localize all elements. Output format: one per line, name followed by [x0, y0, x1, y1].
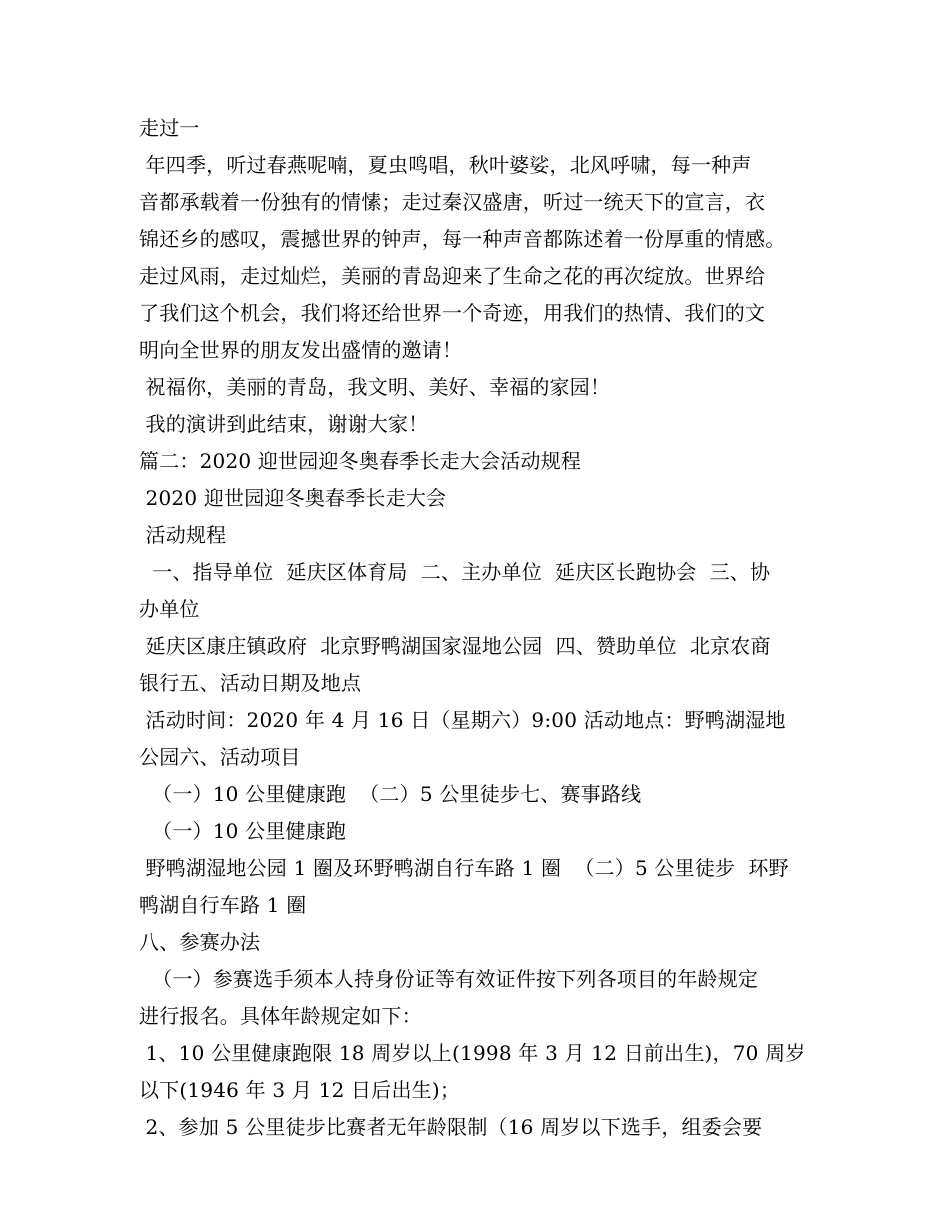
section-heading: 篇二：2020 迎世园迎冬奥春季长走大会活动规程 — [139, 449, 582, 473]
text-line: 延庆区康庄镇政府 北京野鸭湖国家湿地公园 四、赞助单位 北京农商 — [139, 634, 771, 658]
text-line: 进行报名。具体年龄规定如下： — [139, 1004, 422, 1028]
event-title: 2020 迎世园迎冬奥春季长走大会 — [139, 486, 447, 510]
text-line: 鸭湖自行车路 1 圈 — [139, 893, 307, 917]
text-line: （一）10 公里健康跑 — [139, 819, 347, 843]
text-line: （一）参赛选手须本人持身份证等有效证件按下列各项目的年龄规定 — [139, 967, 759, 991]
text-line: 以下(1946 年 3 月 12 日后出生)； — [139, 1078, 461, 1102]
event-subtitle: 活动规程 — [139, 523, 227, 547]
text-line: 一、指导单位 延庆区体育局 二、主办单位 延庆区长跑协会 三、协 — [139, 560, 771, 584]
text-line: 我的演讲到此结束，谢谢大家！ — [139, 412, 429, 436]
text-line: 了我们这个机会，我们将还给世界一个奇迹，用我们的热情、我们的文 — [139, 301, 766, 325]
text-line: （一）10 公里健康跑 （二）5 公里徒步七、赛事路线 — [139, 782, 642, 806]
text-line: 野鸭湖湿地公园 1 圈及环野鸭湖自行车路 1 圈 （二）5 公里徒步 环野 — [139, 856, 789, 880]
text-line: 公园六、活动项目 — [139, 745, 301, 769]
text-line: 祝福你，美丽的青岛，我文明、美好、幸福的家园！ — [139, 375, 611, 399]
text-line: 音都承载着一份独有的情愫；走过秦汉盛唐，听过一统天下的宣言，衣 — [139, 190, 766, 214]
text-line: 1、10 公里健康跑限 18 周岁以上(1998 年 3 月 12 日前出生)，70 周岁 — [139, 1041, 806, 1065]
text-line: 银行五、活动日期及地点 — [139, 671, 362, 695]
text-line: 办单位 — [139, 597, 200, 621]
text-line: 2、参加 5 公里徒步比赛者无年龄限制（16 周岁以下选手，组委会要 — [139, 1115, 763, 1139]
section-heading: 八、参赛办法 — [139, 930, 261, 954]
text-line: 走过风雨，走过灿烂，美丽的青岛迎来了生命之花的再次绽放。世界给 — [139, 264, 766, 288]
text-line: 明向全世界的朋友发出盛情的邀请！ — [139, 338, 463, 362]
text-line: 活动时间：2020 年 4 月 16 日（星期六）9:00 活动地点：野鸭湖湿地 — [139, 708, 786, 732]
text-line: 年四季，听过春燕呢喃，夏虫鸣唱，秋叶婆娑，北风呼啸，每一种声 — [139, 153, 752, 177]
text-line: 走过一 — [139, 116, 200, 140]
text-line: 锦还乡的感叹，震撼世界的钟声，每一种声音都陈述着一份厚重的情感。 — [139, 227, 786, 251]
